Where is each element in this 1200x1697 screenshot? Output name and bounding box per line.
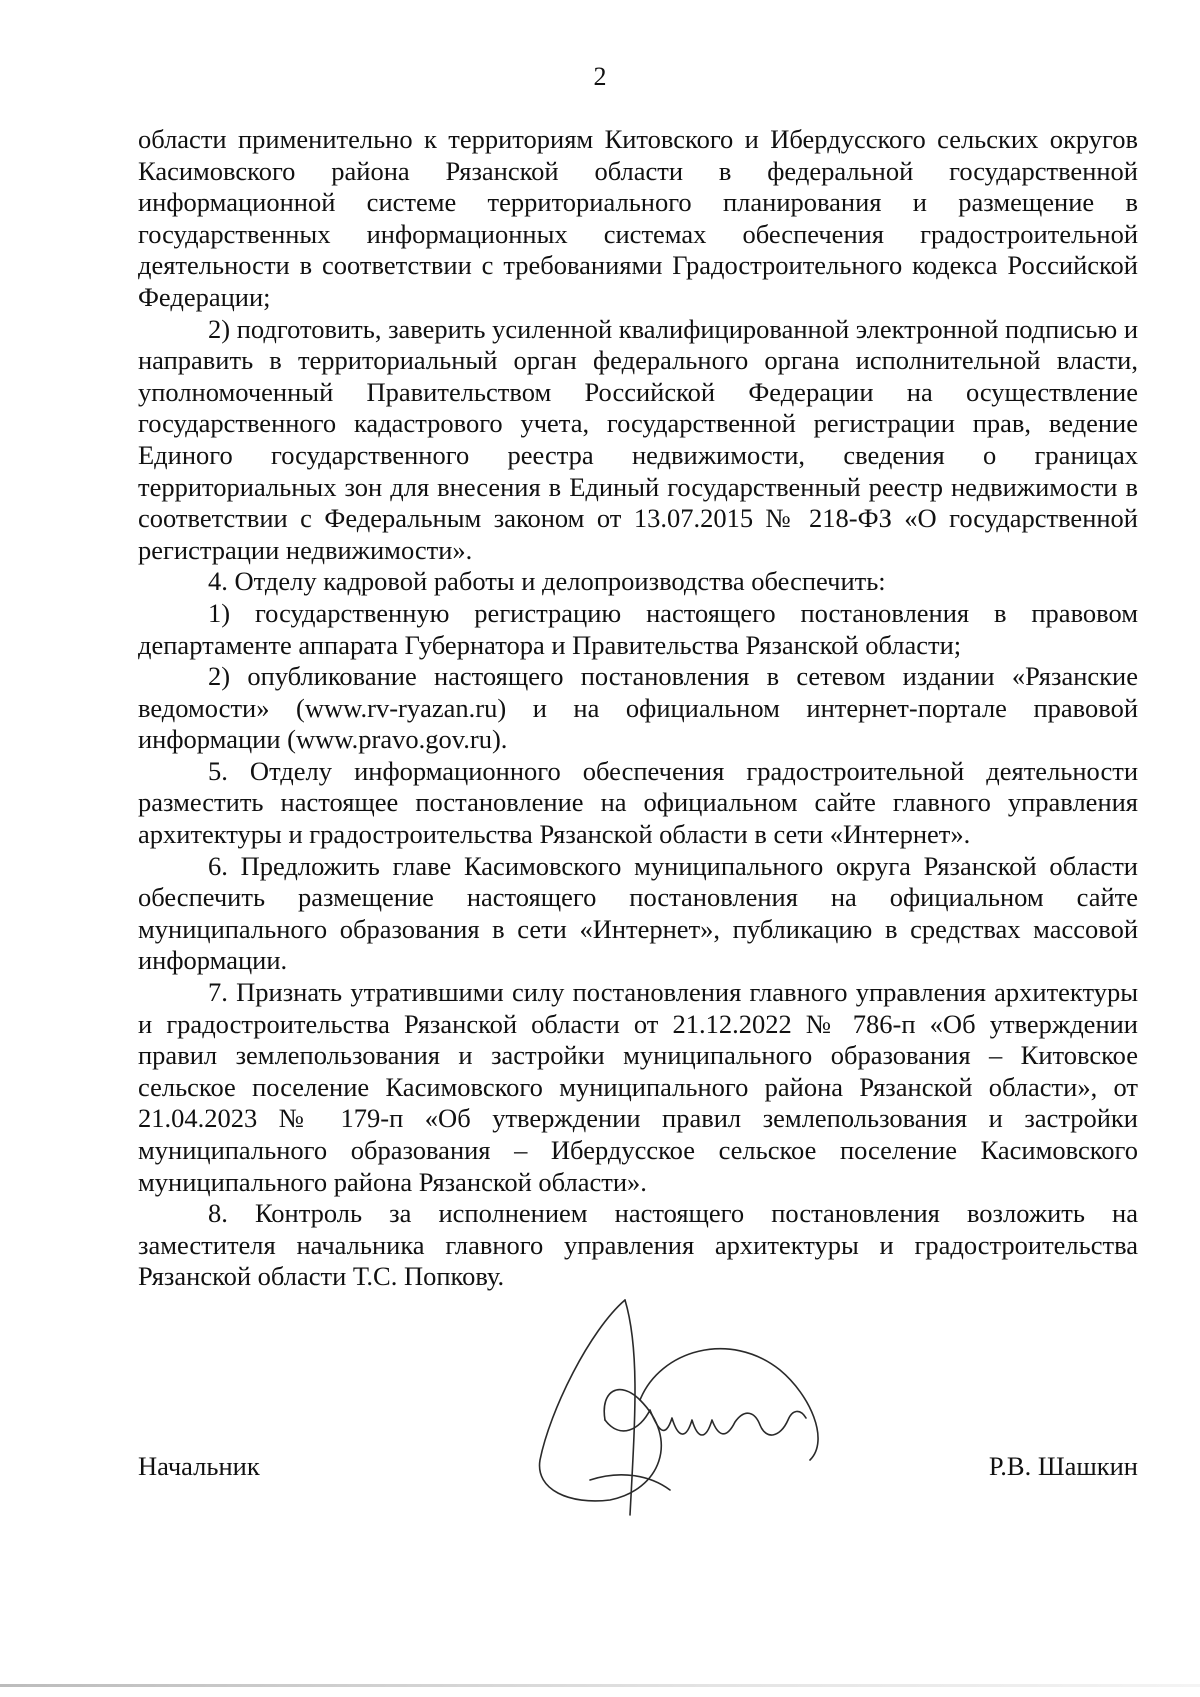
page-number: 2 — [593, 62, 607, 91]
signature-block — [138, 1450, 1138, 1490]
signatory-name: Р.В. Шашкин — [988, 1451, 1138, 1481]
paragraph-section-5: 5. Отделу информационного обеспечения градостроительной деятельности разместить настоящее постановление на официальном сайте главного управления архитектуры и градостроительства Рязанской области в сети «Интернет». — [138, 755, 1138, 850]
paragraph-continuation: области применительно к территориям Китовского и Ибердусского сельских округов Касимовского района Рязанской области в федеральной государственной информационной системе территориального планирования и размещение в государственных информационных системах обеспечения градостроительной деятельности в соответствии с требованиями Градостроительного кодекса Российской Федерации; — [138, 124, 1138, 312]
paragraph-section-7: 7. Признать утратившими силу постановления главного управления архитектуры и градостроительства Рязанской области от 21.12.2022 № 786-п «Об утверждении правил землепользования и застройки муниципального образования – Китовское сельское поселение Касимовского муниципального района Рязанской области», от 21.04.2023 № 179-п «Об утверждении правил землепользования и застройки муниципального образования – Ибердусское сельское поселение Касимовского муниципального района Рязанской области». — [138, 977, 1138, 1197]
document-body — [138, 124, 1138, 1293]
paragraph-section-8: 8. Контроль за исполнением настоящего постановления возложить на заместителя начальника главного управления архитектуры и градостроительства Рязанской области Т.С. Попкову. — [138, 1198, 1138, 1292]
paragraph-section-4-item-2: 2) опубликование настоящего постановления в сетевом издании «Рязанские ведомости» (www.rv-ryazan.ru) и на официальном интернет-портале правовой информации (www.pravo.gov.ru). — [138, 661, 1138, 755]
paragraph-section-6: 6. Предложить главе Касимовского муниципального округа Рязанской области обеспечить размещение настоящего постановления на официальном сайте муниципального образования в сети «Интернет», публикацию в средствах массовой информации. — [138, 850, 1138, 976]
scan-edge-line — [0, 1684, 1200, 1687]
paragraph-section-4-item-1: 1) государственную регистрацию настоящего постановления в правовом департаменте аппарата Губернатора и Правительства Рязанской области; — [138, 597, 1138, 660]
signatory-position: Начальник — [138, 1451, 260, 1481]
paragraph-section-4: 4. Отделу кадровой работы и делопроизводства обеспечить: — [208, 566, 886, 597]
paragraph-item-2: 2) подготовить, заверить усиленной квалифицированной электронной подписью и направить в территориальный орган федерального органа исполнительной власти, уполномоченный Правительством Российской Федерации на осуществление государственного кадастрового учета, государственной регистрации прав, ведение Единого государственного реестра недвижимости, сведения о границах территориальных зон для внесения в Единый государственный реестр недвижимости в соответствии с Федеральным законом от 13.07.2015 № 218-ФЗ «О государственной регистрации недвижимости». — [138, 313, 1138, 565]
